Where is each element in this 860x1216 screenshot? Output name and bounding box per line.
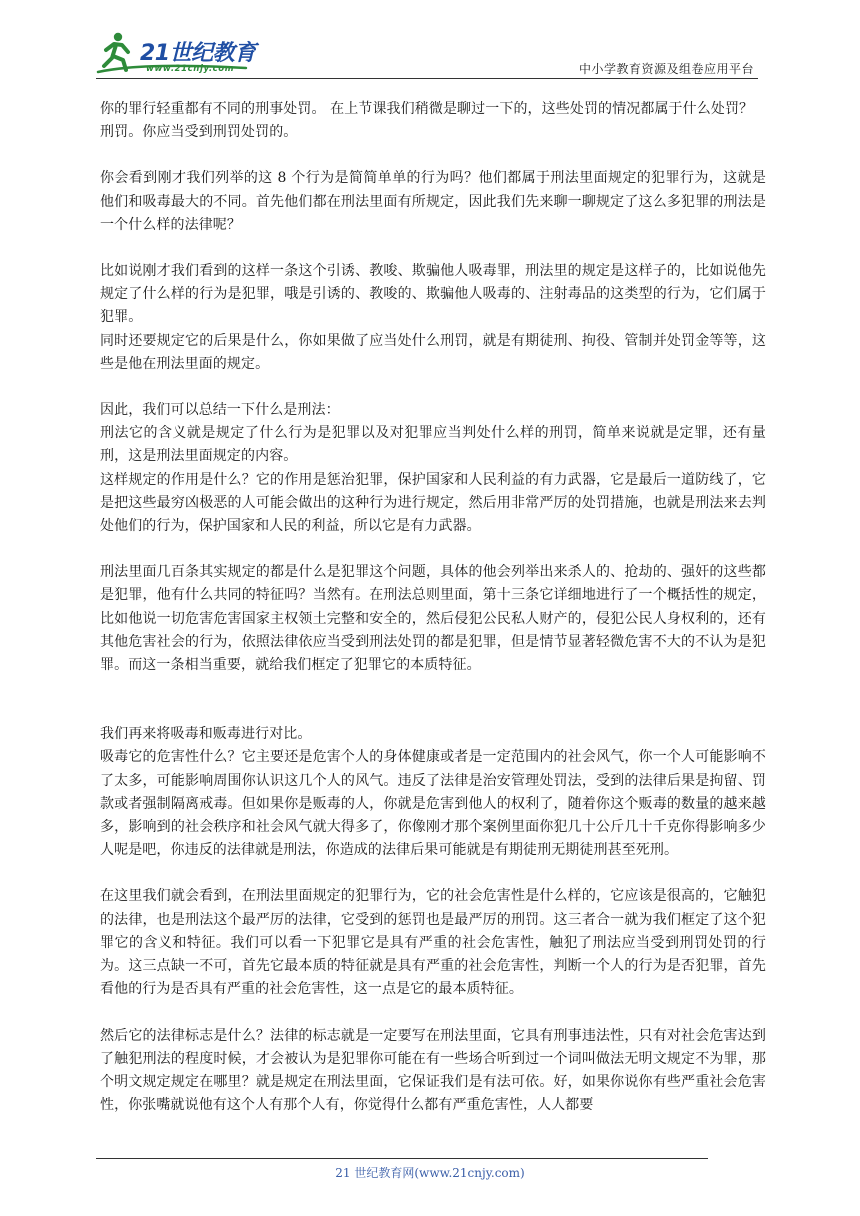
paragraph: 因此，我们可以总结一下什么是刑法： xyxy=(100,402,340,419)
footer-divider xyxy=(96,1158,708,1159)
paragraph: 同时还要规定它的后果是什么，你如果做了应当处什么刑罚，就是有期徒刑、拘役、管制并处罚金等等，这些是他在刑法里面的规定。 xyxy=(100,332,766,372)
page-footer[interactable]: 21 世纪教育网(www.21cnjy.com) xyxy=(335,1166,525,1180)
blank-line xyxy=(100,1002,766,1025)
paragraph: 刑罚。你应当受到刑罚处罚的。 xyxy=(100,124,298,141)
blank-line xyxy=(100,677,766,723)
paragraph: 比如说刚才我们看到的这样一条这个引诱、教唆、欺骗他人吸毒罪，刑法里的规定是这样子的，比如说他先规定了什么样的行为是犯罪，哦是引诱的、教唆的、欺骗他人吸毒的、注射毒品的这类型的行为，它们属于犯罪。 xyxy=(100,263,766,326)
page-header xyxy=(96,26,758,80)
paragraph: 然后它的法律标志是什么？法律的标志就是一定要写在刑法里面，它具有刑事违法性，只有对社会危害达到了触犯刑法的程度时候，才会被认为是犯罪你可能在有一些场合听到过一个词叫做法无明文规定不为罪，那个明文规定规定在哪里？就是规定在刑法里面，它保证我们是有法可依。好，如果你说你有些严重社会危害性，你张嘴就说他有这个人有那个人有，你觉得什么都有严重危害性，人人都要 xyxy=(100,1027,766,1114)
blank-line xyxy=(100,376,766,399)
logo-url: www.21cnjy.com xyxy=(146,64,235,74)
logo-text: 21世纪教育 xyxy=(140,41,256,66)
paragraph: 在这里我们就会看到，在刑法里面规定的犯罪行为，它的社会危害性是什么样的，它应该是很高的，它触犯的法律，也是刑法这个最严厉的法律，它受到的惩罚也是最严厉的刑罚。这三者合一就为我们框定了这个犯罪它的含义和特征。我们可以看一下犯罪它是具有严重的社会危害性，触犯了刑法应当受到刑罚处罚的行为。这三点缺一不可，首先它最本质的特征就是具有严重的社会危害性，判断一个人的行为是否犯罪，首先看他的行为是否具有严重的社会危害性，这一点是它的最本质特征。 xyxy=(100,888,766,998)
blank-line xyxy=(100,862,766,885)
paragraph: 你的罪行轻重都有不同的刑事处罚。 在上节课我们稍微是聊过一下的，这些处罚的情况都属于什么处罚？ xyxy=(100,101,754,117)
platform-name: 中小学教育资源及组卷应用平台 xyxy=(578,62,754,76)
blank-line xyxy=(100,237,766,260)
paragraph: 我们再来将吸毒和贩毒进行对比。 xyxy=(100,726,312,743)
blank-line xyxy=(100,144,766,167)
logo xyxy=(96,28,266,78)
header-divider xyxy=(96,78,758,79)
blank-line xyxy=(100,538,766,561)
paragraph: 你会看到刚才我们列举的这 8 个行为是简简单单的行为吗？他们都属于刑法里面规定的犯罪行为，这就是他们和吸毒最大的不同。首先他们都在刑法里面有所规定，因此我们先来聊一聊规定了这么多犯罪的刑法是一个什么样的法律呢？ xyxy=(100,170,766,233)
paragraph: 刑法它的含义就是规定了什么行为是犯罪以及对犯罪应当判处什么样的刑罚，简单来说就是定罪，还有量刑，这是刑法里面规定的内容。 xyxy=(100,425,766,465)
document-body xyxy=(100,98,766,1117)
paragraph: 这样规定的作用是什么？它的作用是惩治犯罪，保护国家和人民利益的有力武器，它是最后一道防线了，它是把这些最穷凶极恶的人可能会做出的这种行为进行规定，然后用非常严厉的处罚措施，也就是刑法来去判处他们的行为，保护国家和人民的利益，所以它是有力武器。 xyxy=(100,471,766,535)
paragraph: 吸毒它的危害性什么？它主要还是危害个人的身体健康或者是一定范围内的社会风气，你一个人可能影响不了太多，可能影响周围你认识这几个人的风气。违反了法律是治安管理处罚法，受到的法律后果是拘留、罚款或者强制隔离戒毒。但如果你是贩毒的人，你就是危害到他人的权利了，随着你这个贩毒的数量的越来越多，影响到的社会秩序和社会风气就大得多了，你像刚才那个案例里面你犯几十公斤几十千克你得影响多少人呢是吧，你违反的法律就是刑法，你造成的法律后果可能就是有期徒刑无期徒刑甚至死刑。 xyxy=(100,749,766,859)
paragraph: 刑法里面几百条其实规定的都是什么是犯罪这个问题，具体的他会列举出来杀人的、抢劫的、强奸的这些都是犯罪，他有什么共同的特征吗？当然有。在刑法总则里面，第十三条它详细地进行了一个概括性的规定，比如他说一切危害危害国家主权领土完整和安全的，然后侵犯公民私人财产的，侵犯公民人身权利的，还有其他危害社会的行为，依照法律依应当受到刑法处罚的都是犯罪，但是情节显著轻微危害不大的不认为是犯罪。而这一条相当重要，就给我们框定了犯罪它的本质特征。 xyxy=(100,564,766,674)
